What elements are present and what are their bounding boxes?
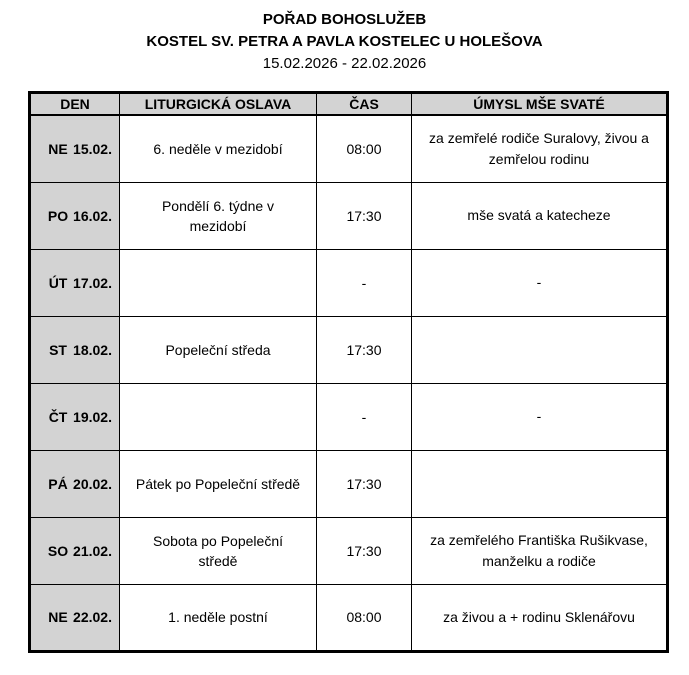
day-cell xyxy=(30,316,120,383)
celebration-cell: Sobota po Popeleční středě xyxy=(120,517,317,584)
day-cell xyxy=(30,517,120,584)
day-abbreviation: PO xyxy=(47,207,69,224)
day-cell xyxy=(30,450,120,517)
celebration-cell xyxy=(120,383,317,450)
page-title: POŘAD BOHOSLUŽEB xyxy=(262,11,427,28)
intention-cell: - xyxy=(412,383,668,450)
table-row xyxy=(30,450,668,517)
day-date: 19.02. xyxy=(73,408,112,425)
table-row xyxy=(30,249,668,316)
celebration-cell: 1. neděle postní xyxy=(120,584,317,651)
intention-cell xyxy=(412,316,668,383)
time-cell: - xyxy=(317,383,412,450)
day-cell xyxy=(30,249,120,316)
table-row xyxy=(30,517,668,584)
intention-cell: za zemřelého Františka Rušikvase, manželku a rodiče xyxy=(412,517,668,584)
intention-cell: za živou a + rodinu Sklenářovu xyxy=(412,584,668,651)
celebration-cell: 6. neděle v mezidobí xyxy=(120,115,317,182)
intention-cell: mše svatá a katecheze xyxy=(412,182,668,249)
day-date: 22.02. xyxy=(73,609,112,625)
celebration-cell xyxy=(120,249,317,316)
day-date: 16.02. xyxy=(73,207,112,224)
day-abbreviation: ČT xyxy=(48,408,68,425)
time-cell: 17:30 xyxy=(317,450,412,517)
column-header-den: DEN xyxy=(30,93,120,116)
day-date: 15.02. xyxy=(73,140,112,157)
column-header-cas: ČAS xyxy=(317,93,412,116)
day-cell xyxy=(30,182,120,249)
celebration-cell: Popeleční středa xyxy=(120,316,317,383)
document-header xyxy=(0,0,689,75)
schedule-table xyxy=(28,91,669,653)
intention-cell: za zemřelé rodiče Suralovy, živou a zemřelou rodinu xyxy=(412,115,668,182)
time-cell: 17:30 xyxy=(317,316,412,383)
day-date: 20.02. xyxy=(73,475,112,492)
table-row xyxy=(30,383,668,450)
day-date: 18.02. xyxy=(73,341,112,358)
celebration-cell: Pátek po Popeleční středě xyxy=(120,450,317,517)
column-header-liturgicka-oslava: LITURGICKÁ OSLAVA xyxy=(120,93,317,116)
celebration-cell: Pondělí 6. týdne v mezidobí xyxy=(120,182,317,249)
day-date: 17.02. xyxy=(73,274,112,291)
time-cell: 08:00 xyxy=(317,584,412,651)
day-abbreviation: NE xyxy=(48,609,68,625)
intention-cell: - xyxy=(412,249,668,316)
table-row xyxy=(30,182,668,249)
day-cell xyxy=(30,383,120,450)
column-header-umysl-mse-svate: ÚMYSL MŠE SVATÉ xyxy=(412,93,668,116)
day-abbreviation: ÚT xyxy=(48,274,68,291)
table-row xyxy=(30,115,668,182)
time-cell: 17:30 xyxy=(317,182,412,249)
time-cell: 08:00 xyxy=(317,115,412,182)
date-range: 15.02.2026 - 22.02.2026 xyxy=(262,55,427,72)
day-abbreviation: PÁ xyxy=(48,475,68,492)
table-row xyxy=(30,584,668,651)
day-abbreviation: ST xyxy=(49,341,67,358)
table-row xyxy=(30,316,668,383)
day-abbreviation: NE xyxy=(48,140,68,157)
day-date: 21.02. xyxy=(73,542,112,559)
intention-cell xyxy=(412,450,668,517)
time-cell: - xyxy=(317,249,412,316)
day-cell xyxy=(30,115,120,182)
day-abbreviation: SO xyxy=(47,542,69,559)
time-cell: 17:30 xyxy=(317,517,412,584)
table-header-row xyxy=(30,93,668,116)
day-cell xyxy=(30,584,120,651)
page-subtitle: KOSTEL SV. PETRA A PAVLA KOSTELEC U HOLEŠOVA xyxy=(146,33,543,50)
